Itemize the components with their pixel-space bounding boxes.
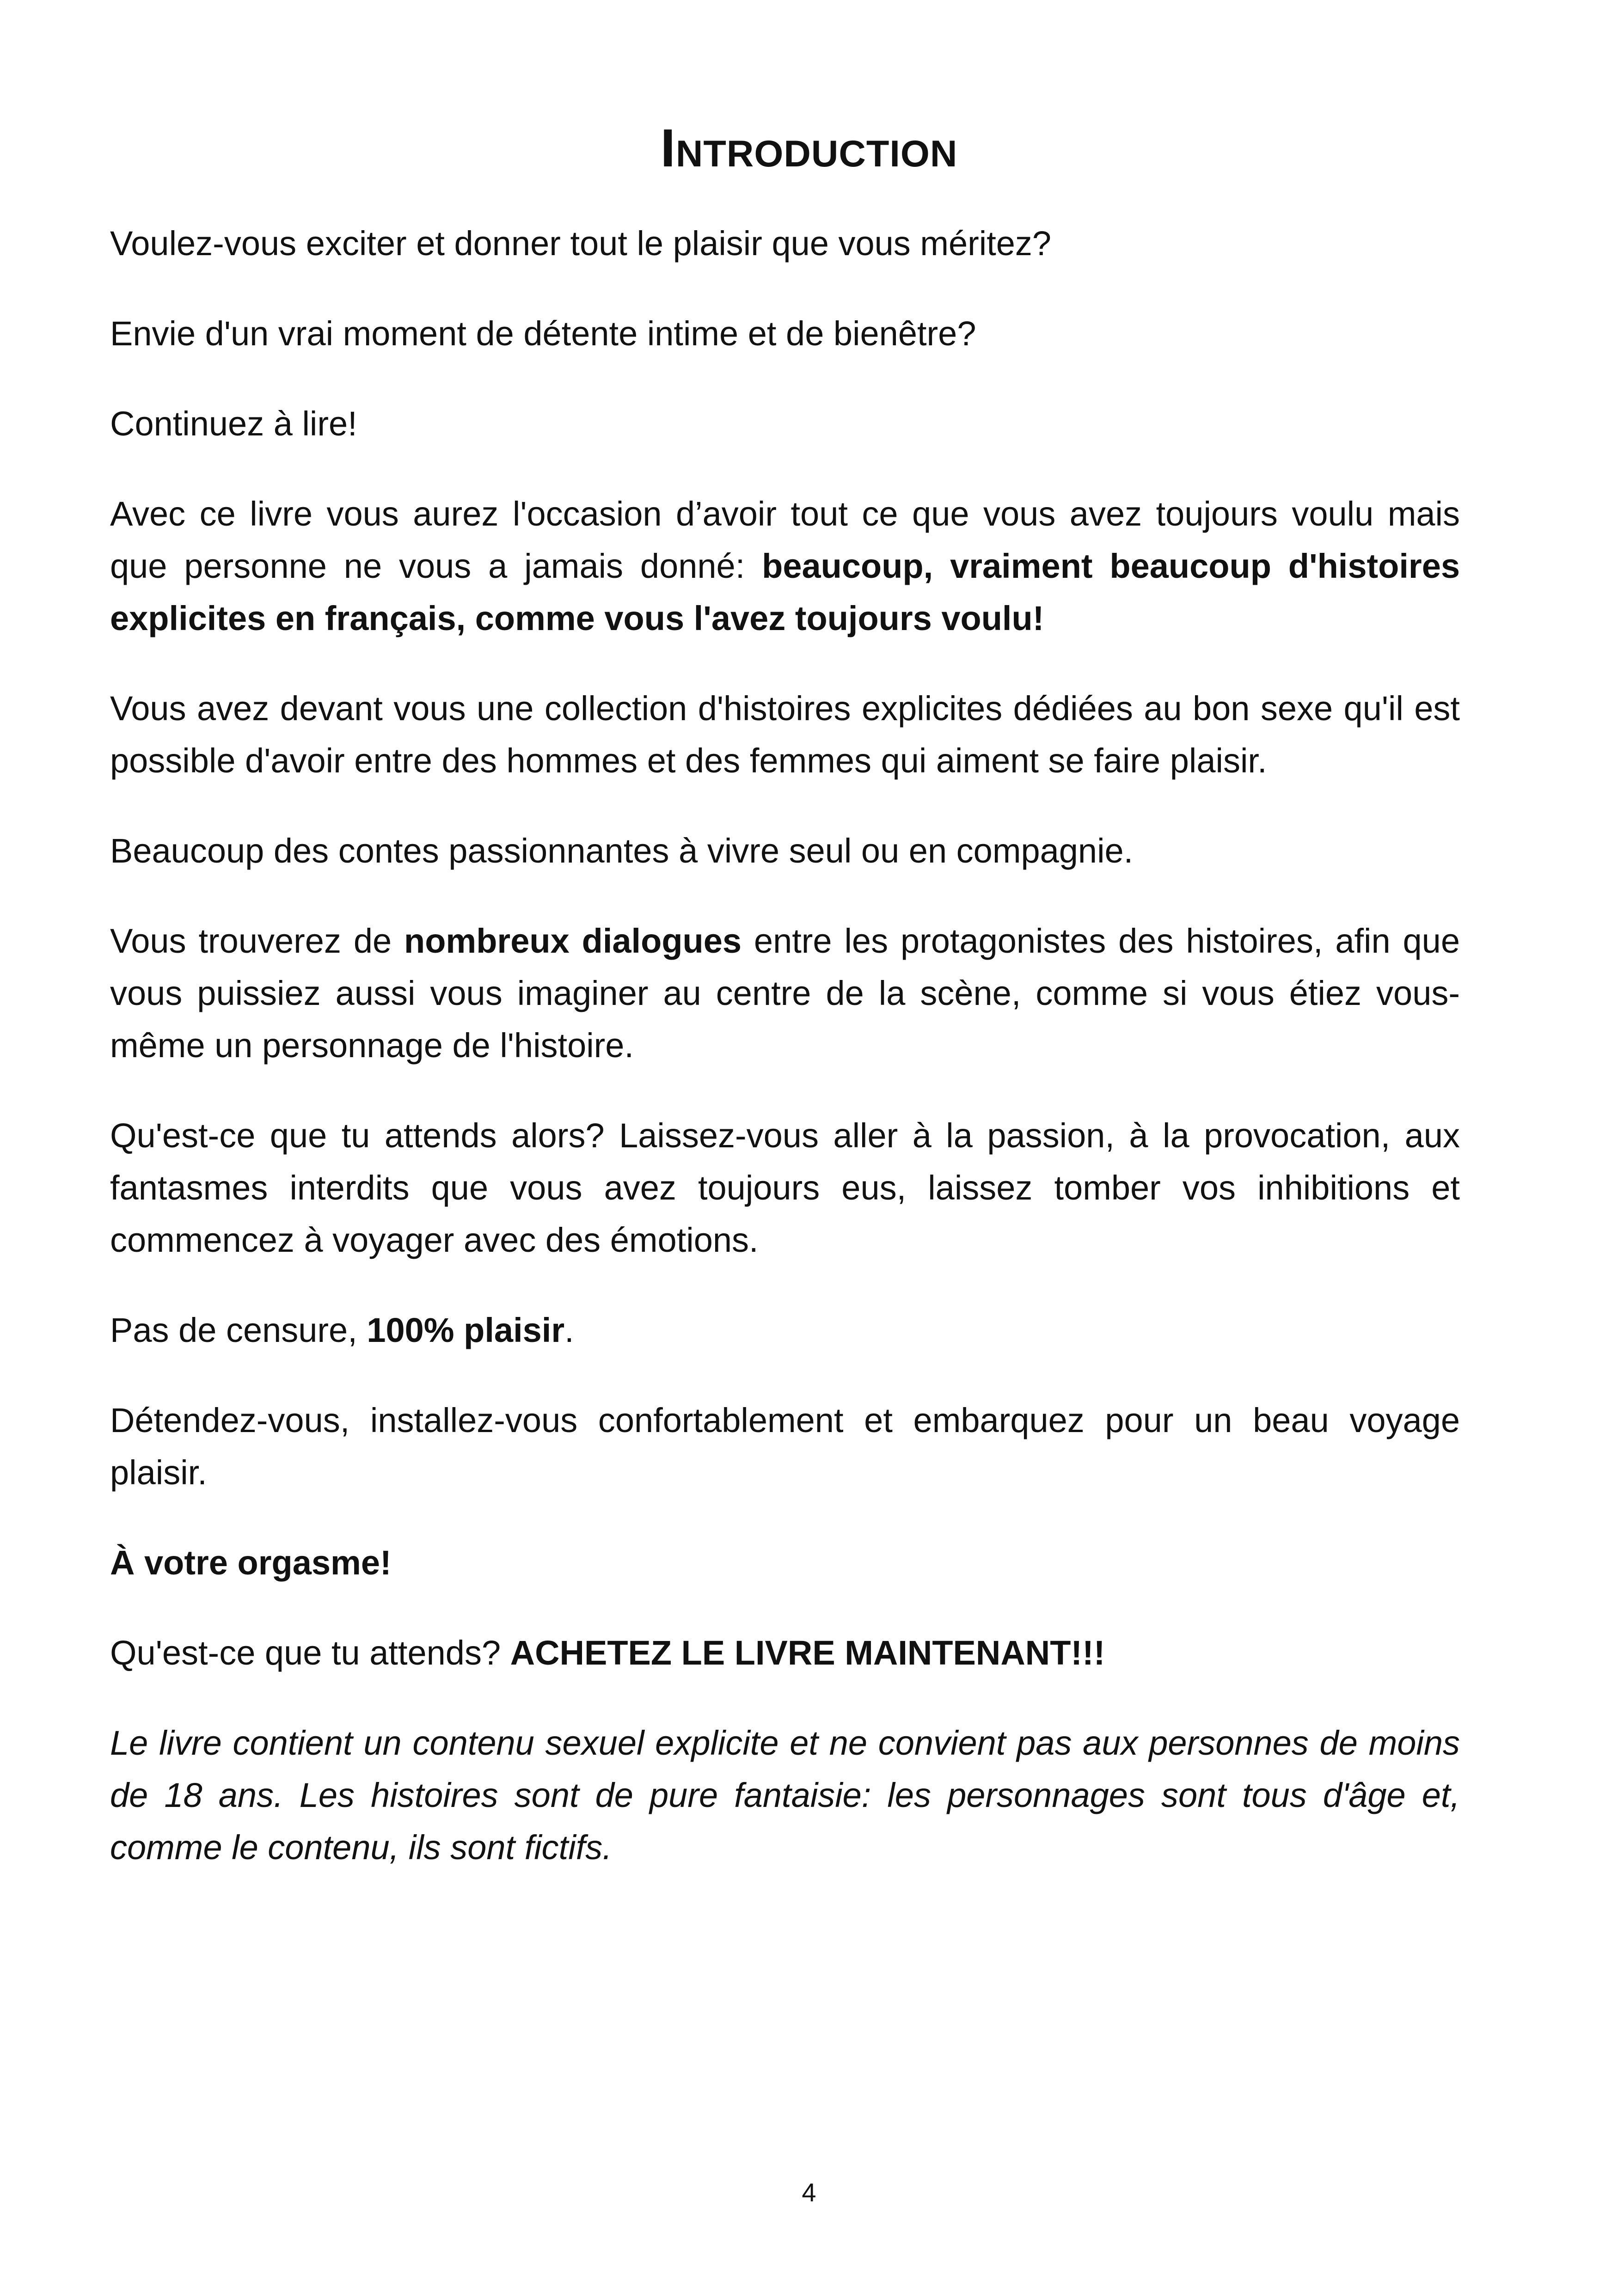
paragraph-10: Détendez-vous, installez-vous confortablement et embarquez pour un beau voyage plaisir. — [110, 1401, 1460, 1492]
paragraph-7-text-start: Vous trouverez de — [110, 922, 404, 960]
paragraph-8: Qu'est-ce que tu attends alors? Laissez-vous aller à la passion, à la provocation, aux fantasmes interdits que vous avez toujours eus, laissez tomber vos inhibitions et commencez à voyager avec des émotions. — [110, 1116, 1460, 1259]
paragraph-11: À votre orgasme! — [110, 1543, 392, 1582]
paragraph-9-text-end: . — [564, 1311, 574, 1349]
paragraph-12 — [110, 1627, 1460, 1679]
page-title: Introduction — [660, 118, 958, 178]
paragraph-12-text: Qu'est-ce que tu attends? — [110, 1634, 510, 1672]
paragraph-1: Voulez-vous exciter et donner tout le plaisir que vous méritez? — [110, 224, 1052, 263]
page-number: 4 — [802, 2178, 816, 2207]
paragraph-6: Beaucoup des contes passionnantes à vivre seul ou en compagnie. — [110, 832, 1134, 870]
paragraph-2: Envie d'un vrai moment de détente intime et de bienêtre? — [110, 314, 976, 353]
paragraph-4-text: Avec ce livre vous aurez l'occasion d’avoir tout ce que vous avez toujours voulu mais que personne ne vous a jamais donné: — [110, 495, 1460, 585]
paragraph-9 — [110, 1304, 1460, 1356]
paragraph-12-emphasis: ACHETEZ LE LIVRE MAINTENANT!!! — [510, 1634, 1105, 1672]
paragraph-3: Continuez à lire! — [110, 404, 357, 443]
paragraph-9-text-start: Pas de censure, — [110, 1311, 367, 1349]
paragraph-7 — [110, 915, 1460, 1071]
paragraph-4 — [110, 488, 1460, 644]
paragraph-4-emphasis: beaucoup, vraiment beaucoup d'histoires explicites en français, comme vous l'avez toujours voulu! — [110, 547, 1460, 637]
body-text — [110, 217, 1460, 1911]
paragraph-7-text-end: entre les protagonistes des histoires, afin que vous puissiez aussi vous imaginer au centre de la scène, comme si vous étiez vous-même un personnage de l'histoire. — [110, 922, 1460, 1065]
paragraph-9-emphasis: 100% plaisir — [367, 1311, 565, 1349]
disclaimer-paragraph: Le livre contient un contenu sexuel explicite et ne convient pas aux personnes de moins de 18 ans. Les histoires sont de pure fantaisie: les personnages sont tous d'âge et, comme le contenu, ils sont fictifs. — [110, 1724, 1460, 1867]
paragraph-7-emphasis: nombreux dialogues — [404, 922, 742, 960]
paragraph-5: Vous avez devant vous une collection d'histoires explicites dédiées au bon sexe qu'il est possible d'avoir entre des hommes et des femmes qui aiment se faire plaisir. — [110, 689, 1460, 780]
